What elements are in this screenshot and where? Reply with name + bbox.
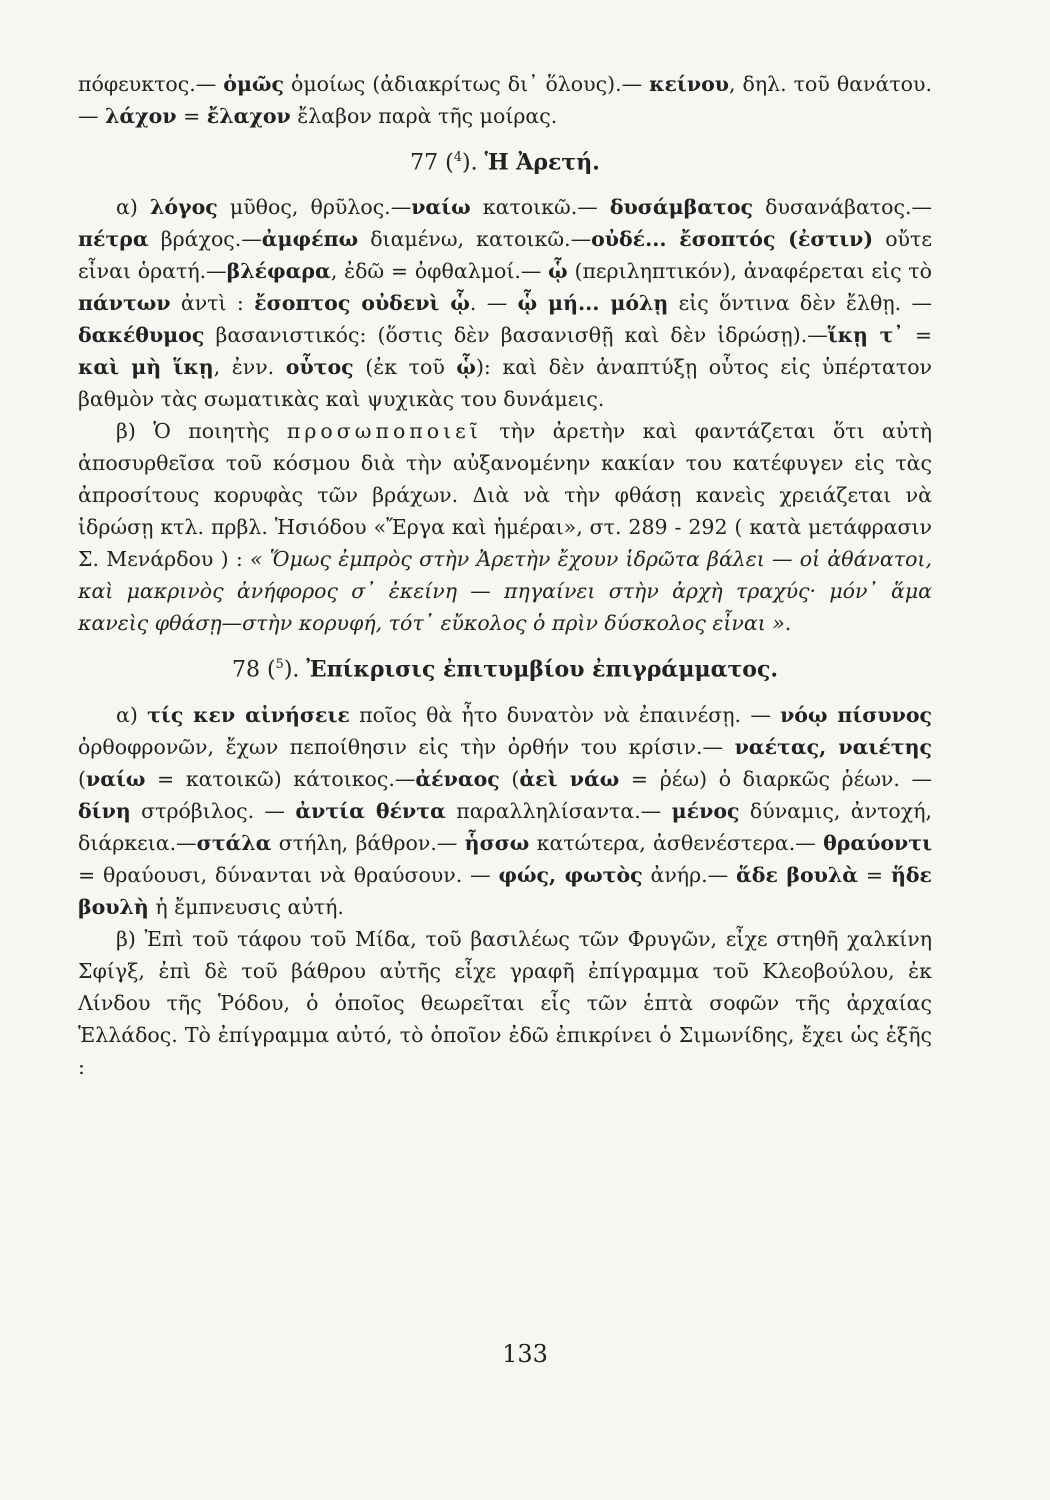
section-78-part-b: β) Ἐπὶ τοῦ τάφου τοῦ Μίδα, τοῦ βασιλέως τῶν Φρυγῶν, εἶχε στηθῆ χαλκίνη Σφίγξ, ἐπὶ δὲ τοῦ βάθρου αὐτῆς εἶχε γραφῆ ἐπίγραμμα τοῦ Κλεοβούλου, ἐκ Λίνδου τῆς Ῥόδου, ὁ ὁποῖος θεωρεῖται εἷς τῶν ἑπτὰ σοφῶν τῆς ἀρχαίας Ἑλλάδος. Τὸ ἐπίγραμμα αὐτό, τὸ ὁποῖον ἐδῶ ἐπικρίνει ὁ Σιμωνίδης, ἔχει ὡς ἑξῆς : (78, 926, 932, 1079)
section-heading-77: 77 ($^4$). Ἡ Ἀρετή. (410, 149, 600, 176)
section-77-part-a: α) λόγος μῦθος, θρῦλος.—ναίω κατοικῶ.— δυσάμβατος δυσανάβατος.—πέτρα βράχος.—ἀμφέπω διαμένω, κατοικῶ.—οὐδέ... ἔσοπτός (ἐστιν) οὔτε εἶναι ὁρατή.—βλέφαρα, ἐδῶ = ὀφθαλμοί.— ᾧ (περιληπτικόν), ἀναφέρεται εἰς τὸ πάντων ἀντὶ : ἔσοπτος οὐδενὶ ᾧ. — ᾧ μή... μόλῃ εἰς ὅντινα δὲν ἔλθῃ. — δακέθυμος βασανιστικός: (ὅστις δὲν βασανισθῇ καὶ δὲν ἱδρώσῃ).—ἵκῃ τ᾿ = καὶ μὴ ἵκῃ, ἐνν. οὗτος (ἐκ τοῦ ᾧ): καὶ δὲν ἀναπτύξῃ οὗτος εἰς ὑπέρτατον βαθμὸν τὰς σωματικὰς καὶ ψυχικὰς του δυνάμεις. (78, 195, 932, 412)
continuation-paragraph: πόφευκτος.— ὁμῶς ὁμοίως (ἀδιακρίτως δι᾿ ὅλους).— κείνου, δηλ. τοῦ θανάτου.— λάχον = ἔλαχον ἔλαβον παρὰ τῆς μοίρας. (78, 72, 933, 128)
page-number: 133 (502, 1340, 548, 1368)
section-78-part-a: α) τίς κεν αἰνήσειε ποῖος θὰ ἦτο δυνατὸν νὰ ἐπαινέσῃ. — νόῳ πίσυνος ὀρθοφρονῶν, ἔχων πεποίθησιν εἰς τὴν ὀρθήν του κρίσιν.— ναέτας, ναιέτης (ναίω = κατοικῶ) κάτοικος.—ἀέναος (ἀεὶ νάω = ῥέω) ὁ διαρκῶς ῥέων. — δίνη στρόβιλος. — ἀντία θέντα παραλληλίσαντα.— μένος δύναμις, ἀντοχή, διάρκεια.—στάλα στήλη, βάθρον.— ἧσσω κατώτερα, ἀσθενέστερα.— θραύοντι = θραύουσι, δύνανται νὰ θραύσουν. — φώς, φωτὸς ἀνήρ.— ἅδε βουλὰ = ἥδε βουλὴ ἡ ἔμπνευσις αὐτή. (78, 702, 933, 919)
section-77-part-b: β) Ὁ ποιητὴς προσωποποιεῖ τὴν ἀρετὴν καὶ φαντάζεται ὅτι αὐτὴ ἀποσυρθεῖσα τοῦ κόσμου διὰ τὴν αὐξανομένην κακίαν του κατέφυγεν εἰς τὰς ἀπροσίτους κορυφὰς τῶν βράχων. Διὰ νὰ τὴν φθάσῃ κανεὶς χρειάζεται νὰ ἱδρώσῃ κτλ. πρβλ. Ἡσιόδου «Ἔργα καὶ ἡμέραι», στ. 289 - 292 ( κατὰ μετάφρασιν Σ. Μενάρδου ) : « Ὅμως ἐμπρὸς στὴν Ἀρετὴν ἔχουν ἱδρῶτα βάλει — οἱ ἀθάνατοι, καὶ μακρινὸς ἀνήφορος σ᾿ ἐκείνη — πηγαίνει στὴν ἀρχὴ τραχύς· μόν᾿ ἅμα κανεὶς φθάσῃ—στὴν κορυφή, τότ᾿ εὔκολος ὁ πρὶν δύσκολος εἶναι ». (78, 419, 932, 636)
section-heading-78: 78 ($^5$). Ἐπίκρισις ἐπιτυμβίου ἐπιγράμματος. (231, 656, 779, 683)
